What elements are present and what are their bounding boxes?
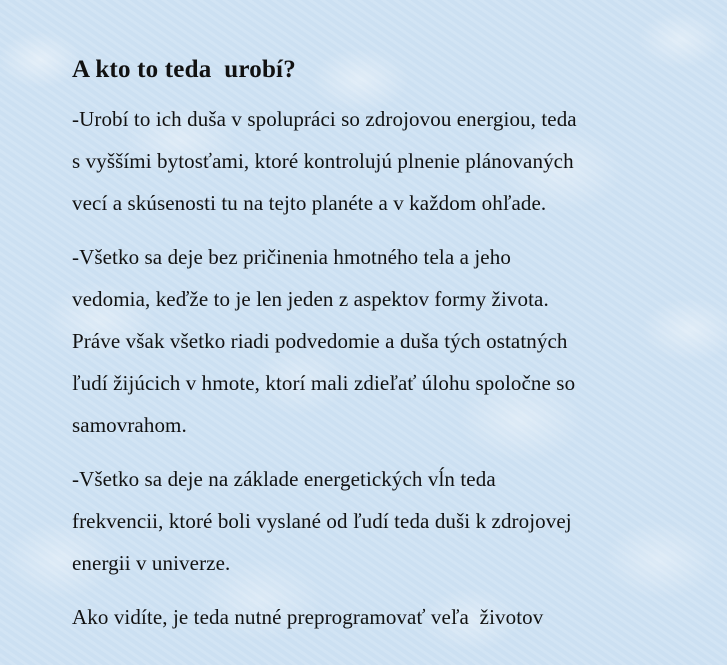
- paragraph-line: -Všetko sa deje na základe energetických vĺn teda: [72, 467, 496, 491]
- paragraph-line: vedomia, keďže to je len jeden z aspektov formy života.: [72, 287, 549, 311]
- paragraph-line: vecí a skúsenosti tu na tejto planéte a v každom ohľade.: [72, 191, 547, 215]
- paragraph-line: Ako vidíte, je teda nutné preprogramovať veľa životov: [72, 605, 544, 629]
- page-title: A kto to teda urobí?: [72, 56, 296, 83]
- paragraph-line: ľudí žijúcich v hmote, ktorí mali zdieľať úlohu spoločne so: [72, 371, 576, 395]
- paragraph-1: [72, 98, 672, 224]
- paragraph-3: [72, 458, 672, 584]
- paragraph-line: energii v univerze.: [72, 551, 231, 575]
- paragraph-line: -Urobí to ich duša v spolupráci so zdrojovou energiou, teda: [72, 107, 577, 131]
- paragraph-line: s vyššími bytosťami, ktoré kontrolujú plnenie plánovaných: [72, 149, 574, 173]
- paragraph-2: [72, 236, 672, 446]
- paragraph-line: -Všetko sa deje bez pričinenia hmotného tela a jeho: [72, 245, 511, 269]
- paragraph-line: frekvencii, ktoré boli vyslané od ľudí teda duši k zdrojovej: [72, 509, 572, 533]
- paragraph-4: [72, 596, 672, 638]
- paragraph-line: Práve však všetko riadi podvedomie a duša tých ostatných: [72, 329, 568, 353]
- paragraph-line: samovrahom.: [72, 413, 187, 437]
- document-page: [72, 52, 672, 650]
